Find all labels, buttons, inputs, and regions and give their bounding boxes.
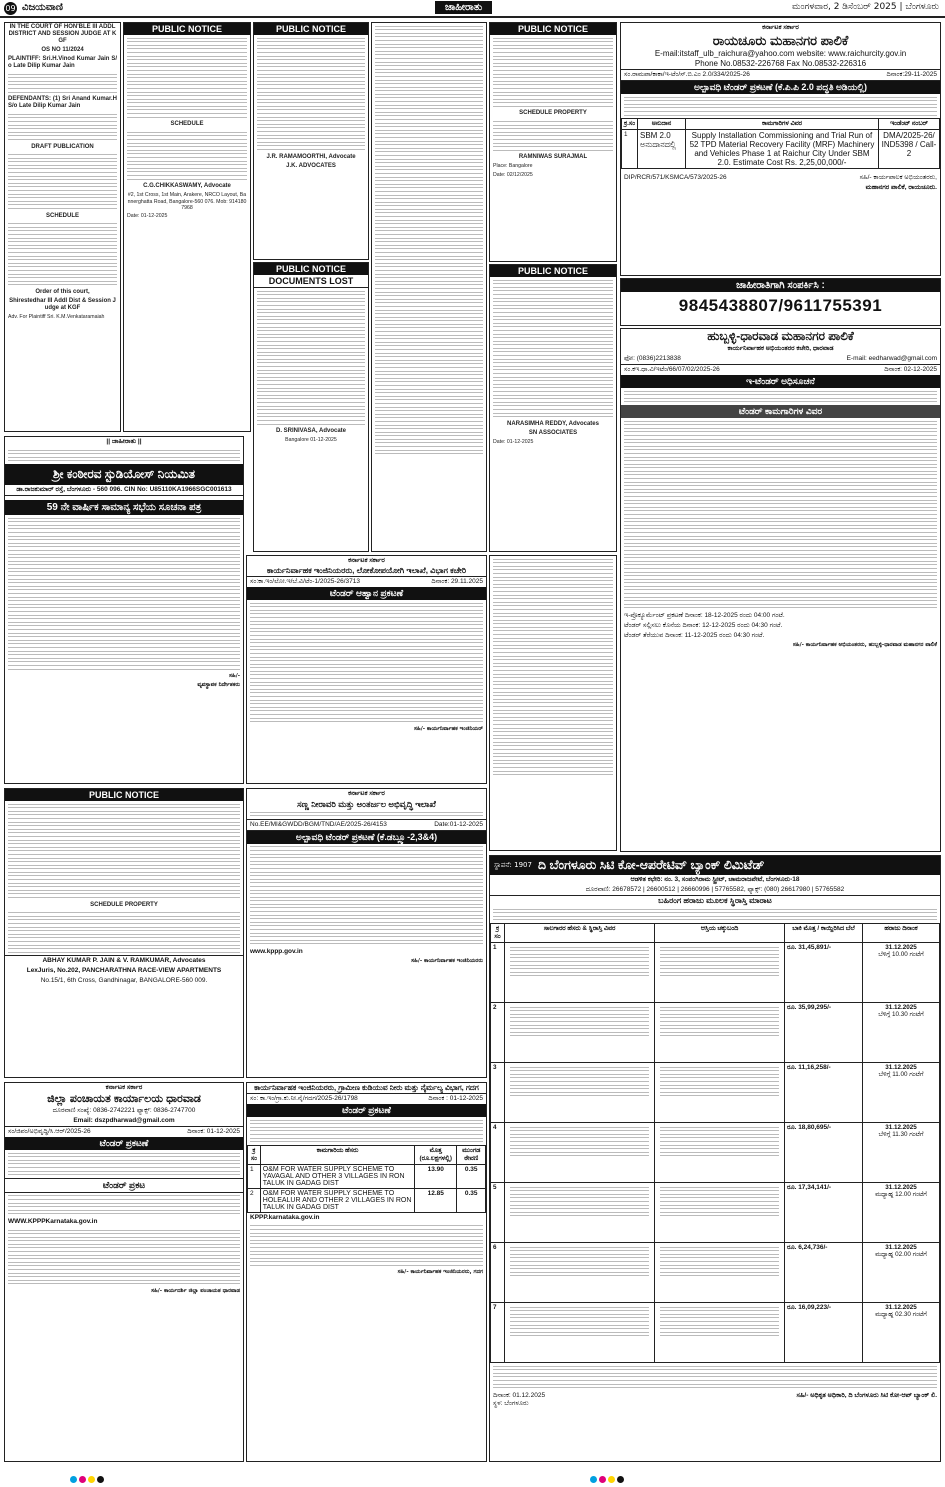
public-notice-3-schedule: SCHEDULE PROPERTY [519, 110, 587, 117]
bank-th-sl: ಕ್ರ ಸಂ [491, 923, 505, 942]
public-notice-3-schedule-body [490, 121, 616, 151]
minor-org-sub [247, 812, 486, 817]
bank-row-time: ಮಧ್ಯಾಹ್ನ 02.00 ಗಂಟೆಗೆ [875, 1250, 927, 1258]
table-row [491, 1062, 940, 1122]
public-notice-1-title: PUBLIC NOTICE [124, 23, 250, 35]
bank-name: ದಿ ಬೆಂಗಳೂರು ಸಿಟಿ ಕೋ-ಆಪರೇಟಿವ್ ಬ್ಯಾಂಕ್ ಲಿಮಿಟೆಡ್ [537, 858, 765, 872]
bank-footer [490, 1391, 940, 1409]
zp-body-2 [5, 1195, 243, 1214]
kpwd-ref: ಸಂ:ಕಾ.ಇಂ/ಲೋ.ಇ/ಬೆ.ವಿ/ಟೆಂ-1/2025-26/3713 [250, 578, 361, 585]
raichur-sig-1: ಸಹಿ/- ಕಾರ್ಯಪಾಲಕ ಅಭಿಯಂತರರು, [859, 174, 937, 182]
hubli-sub: ಕಾರ್ಯನಿರ್ವಾಹಕ ಅಭಿಯಂತರರ ಕಚೇರಿ, ಧಾರವಾಡ [727, 345, 834, 352]
rural-body-2 [247, 1225, 486, 1266]
table-row [491, 942, 940, 1002]
rural-row-1-emd: 0.35 [457, 1164, 486, 1188]
bank-row-sl: 6 [491, 1242, 505, 1302]
public-notice-5-firm: LexJuris, No.202, PANCHARATHNA RACE-VIEW APARTMENTS [26, 967, 222, 975]
rural-row-1-sl: 1 [248, 1164, 261, 1188]
court-title: IN THE COURT OF HON'BLE III ADDL DISTRICT AND SESSION JUDGE AT KGF [8, 24, 117, 44]
rural-water-tender [246, 1082, 487, 1462]
hubli-heading: ಇ-ಟೆಂಡರ್ ಅಧಿಸೂಚನೆ [621, 375, 940, 388]
bank-row-auction [863, 1122, 940, 1182]
table-row [491, 1242, 940, 1302]
bank-th-amount: ಬಾಕಿ ಮೊತ್ತ / ಕಾಯ್ದಿರಿಸಿದ ಬೆಲೆ [785, 923, 863, 942]
raichur-gov: ಕರ್ನಾಟಕ ಸರ್ಕಾರ [762, 24, 799, 31]
zp-ref-row [5, 1126, 243, 1137]
bank-row-auction [863, 1062, 940, 1122]
bank-th-date: ಹರಾಜು ದಿನಾಂಕ [863, 923, 940, 942]
court-body-2 [5, 114, 120, 140]
court-advocate: Adv. For Plaintiff Sri. K.M.Venkataramaiah [8, 313, 105, 320]
documents-lost-body [254, 291, 368, 425]
public-notice-1-schedule-body [124, 132, 250, 180]
bank-place: ಸ್ಥಳ: ಬೆಂಗಳೂರು [493, 1399, 529, 1407]
newspaper-logo: ವಿಜಯವಾಣಿ [22, 2, 63, 13]
rural-row-1-amt: 13.90 [415, 1164, 457, 1188]
bank-row-auction [863, 942, 940, 1002]
hubli-intro [621, 391, 940, 403]
bank-table-header [491, 923, 940, 942]
yellow-dot-icon [608, 1476, 615, 1483]
raichur-heading: ಅಲ್ಪಾವಧಿ ಟೆಂಡರ್ ಪ್ರಕಟಣೆ (ಕೆ.ಪಿ.ಪಿ 2.0 ಪದ್ಧತಿ ಅಡಿಯಲ್ಲಿ) [621, 81, 940, 94]
court-draft-heading: DRAFT PUBLICATION [31, 143, 94, 150]
zp-body [5, 1153, 243, 1176]
black-dot-icon [617, 1476, 624, 1483]
agm-sig-1: ಸಹಿ/- [229, 673, 240, 680]
rural-table-header [248, 1145, 486, 1164]
bank-auction-notice [489, 855, 941, 1462]
hubli-date: ದಿನಾಂಕ: 02-12-2025 [884, 366, 937, 373]
court-defendants: DEFENDANTS: (1) Sri Anand Kumar.H S/o Late Dilip Kumar Jain [8, 96, 117, 110]
raichur-date: ದಿನಾಂಕ:29-11-2025 [886, 71, 937, 78]
bank-row-auction [863, 1182, 940, 1242]
minor-body [247, 846, 486, 944]
bank-date: ದಿನಾಂಕ: 01.12.2025 [493, 1391, 546, 1399]
kpwd-ref-row [247, 576, 486, 587]
raichur-email: E-mail:itstaff_ulb_raichura@yahoo.com website: www.raichurcity.gov.in [654, 49, 907, 58]
kannada-notices-column [371, 22, 487, 552]
agm-cin: ಡಾ.ರಾಜಕುಮಾರ್ ರಸ್ತೆ, ಬೆಂಗಳೂರು - 560 096. CIN No: U85110KA1966SGC001613 [5, 485, 243, 496]
agm-sig-2: ವ್ಯವಸ್ಥಾಪಕ ನಿರ್ದೇಶಕರು [197, 682, 240, 689]
agm-body [5, 518, 243, 670]
kannada-notices-body [372, 26, 486, 455]
rural-th-emd: ಮುಂಗಡ ಠೇವಣಿ [457, 1145, 486, 1164]
rural-website: KPPP.karnataka.gov.in [250, 1213, 320, 1221]
public-notice-5-advocate: ABHAY KUMAR P. JAIN & V. RAMKUMAR, Advocates [5, 955, 243, 966]
hubli-email: E-mail: eedharwad@gmail.com [846, 355, 937, 362]
hubli-sub-heading: ಟೆಂಡರ್ ಕಾಮಗಾರಿಗಳ ವಿವರ [621, 405, 940, 418]
public-notice-5-schedule-body [5, 912, 243, 953]
bank-row-sl: 2 [491, 1002, 505, 1062]
ads-contact-box [620, 278, 941, 326]
rural-ref: ಸಂ: ಕಾ.ಇಂ/ಗ್ರಾ.ಕು.ನೀ.ನೈ/ಗದಗ/2025-26/1798 [250, 1095, 358, 1102]
page-header [0, 0, 945, 18]
documents-lost-advocate: D. SRINIVASA, Advocate [275, 428, 346, 435]
rural-signature: ಸಹಿ/- ಕಾರ್ಯನಿರ್ವಾಹಕ ಇಂಜಿನಿಯರರು, ಗದಗ [397, 1269, 483, 1276]
black-dot-icon [97, 1476, 104, 1483]
rural-row-2-sl: 2 [248, 1188, 261, 1212]
agm-company: ಶ್ರೀ ಕಂಠೀರವ ಸ್ಟುಡಿಯೋಸ್ ನಿಯಮಿತ [5, 464, 243, 485]
public-notice-2-firm: J.K. ADVOCATES [286, 162, 336, 169]
documents-lost-pn-title: PUBLIC NOTICE [254, 263, 368, 275]
raichur-tender-notice [620, 22, 941, 276]
zp-gov: ಕರ್ನಾಟಕ ಸರ್ಕಾರ [105, 1084, 143, 1091]
raichur-phone: Phone No.08532-226768 Fax No.08532-226316 [621, 59, 940, 70]
raichur-ref-row [621, 70, 940, 81]
bank-row-date: 31.12.2025 [885, 1063, 917, 1071]
minor-date: Date:01-12-2025 [434, 820, 483, 828]
bank-row-boundary [655, 1122, 785, 1182]
zp-org: ಜಿಲ್ಲಾ ಪಂಚಾಯತ ಕಾರ್ಯಾಲಯ ಧಾರವಾಡ [47, 1093, 201, 1105]
public-notice-1-body [124, 38, 250, 118]
rural-row-2-emd: 0.35 [457, 1188, 486, 1212]
bank-row-borrower [505, 1242, 655, 1302]
raichur-row-sl: 1 [622, 130, 638, 169]
rural-th-amt: ಮೊತ್ತ (ರೂ.ಲಕ್ಷಗಳಲ್ಲಿ) [415, 1145, 457, 1164]
bank-row-borrower [505, 1002, 655, 1062]
bank-row-time: ಬೆಳಿಗ್ಗೆ 11.00 ಗಂಟೆಗೆ [878, 1070, 924, 1078]
zp-dharwad-tender [4, 1082, 244, 1462]
public-notice-1-advocate: C.G.CHIKKASWAMY, Advocate [143, 183, 231, 190]
bank-row-borrower [505, 1302, 655, 1362]
table-row [248, 1188, 486, 1212]
hubli-date-3: ಟೆಂಡರ್ ತೆರೆಯುವ ದಿನಾಂಕ: 11-12-2025 ರಂದು 04:30 ಗಂಟೆ. [624, 632, 765, 640]
bank-row-boundary [655, 942, 785, 1002]
cyan-dot-icon [70, 1476, 77, 1483]
public-notice-1-address: #2, 1st Cross, 1st Main, Arakere, NRCO Layout, Bannerghatta Road, Bangalore-560 076. Mob: 9141807968 [127, 192, 247, 211]
bank-heading: ಬಹಿರಂಗ ಹರಾಜು ಮೂಲಕ ಸ್ಥಿರಾಸ್ತಿ ಮಾರಾಟ [658, 896, 772, 905]
bank-row-date: 31.12.2025 [885, 1243, 917, 1251]
rural-th-sl: ಕ್ರ ಸಂ [248, 1145, 261, 1164]
minor-ref-row [247, 819, 486, 831]
minor-irrigation-tender [246, 788, 487, 1078]
zp-phone: ದೂರವಾಣಿ ಸಂಖ್ಯೆ: 0836-2742221 ಫ್ಯಾಕ್ಸ್: 0836-2747700 [52, 1107, 196, 1114]
minor-ref: No.EE/MI&GWDD/BGM/TND/AE/2025-26/4153 [250, 820, 387, 828]
court-schedule-heading: SCHEDULE [45, 212, 79, 219]
zp-date: ದಿನಾಂಕ: 01-12-2025 [187, 1128, 240, 1135]
court-body-1 [5, 74, 120, 93]
bank-th-boundary: ಆಸ್ತಿಯ ಚಕ್ಕುಬಂದಿ [655, 923, 785, 942]
documents-lost-date: Bangalore 01-12-2025 [285, 437, 337, 444]
bank-banner [490, 856, 940, 875]
rural-th-name: ಕಾಮಗಾರಿಯ ಹೆಸರು [260, 1145, 414, 1164]
bank-row-time: ಬೆಳಿಗ್ಗೆ 10.00 ಗಂಟೆಗೆ [878, 950, 924, 958]
hubli-contact [621, 354, 940, 365]
bank-row-amount: ರೂ. 11,16,258/- [785, 1062, 863, 1122]
raichur-table [621, 118, 940, 169]
bank-intro [490, 909, 940, 921]
bank-terms [490, 1366, 940, 1389]
kannada-notice-lower [489, 555, 617, 851]
bank-row-amount: ರೂ. 6,24,736/- [785, 1242, 863, 1302]
bank-row-date: 31.12.2025 [885, 1123, 917, 1131]
raichur-th-scheme: ಅನುದಾನ [637, 119, 685, 130]
kpwd-gov: ಕರ್ನಾಟಕ ಸರ್ಕಾರ [348, 557, 385, 564]
hubli-phone: ಫೋ: (0836)2213838 [624, 355, 681, 362]
court-os-number: OS NO 11/2024 [41, 47, 84, 53]
public-notice-5-title: PUBLIC NOTICE [5, 789, 243, 801]
court-plaintiff: PLAINTIFF: Sri.H.Vinod Kumar Jain S/o Late Dilip Kumar Jain [8, 56, 117, 69]
raichur-th-no: ಇಂಡೆಂಟ್ ನಂಬರ್ [878, 119, 939, 130]
raichur-row-scheme: SBM 2.0 ಅನುದಾನದಲ್ಲಿ [637, 130, 685, 169]
public-notice-4-body [490, 280, 616, 418]
table-row [491, 1182, 940, 1242]
public-notice-5-address: No.15/1, 6th Cross, Gandhinagar, BANGALORE-560 009. [40, 977, 208, 985]
public-notice-5 [4, 788, 244, 1078]
raichur-body [621, 97, 940, 116]
rural-row-2-amt: 12.85 [415, 1188, 457, 1212]
public-notice-3-title: PUBLIC NOTICE [490, 23, 616, 35]
public-notice-4-title: PUBLIC NOTICE [490, 265, 616, 277]
public-notice-2 [253, 22, 369, 260]
agm-heading: 59 ನೇ ವಾರ್ಷಿಕ ಸಾಮಾನ್ಯ ಸಭೆಯ ಸೂಚನಾ ಪತ್ರ [5, 500, 243, 515]
court-order: Order of this court, [35, 288, 90, 295]
public-notice-4-firm: SN ASSOCIATES [528, 429, 578, 436]
rural-row-1-name: O&M FOR WATER SUPPLY SCHEME TO YAVAGAL AND OTHER 3 VILLAGES IN RON TALUK IN GADAG DIST [260, 1164, 414, 1188]
kpwd-org: ಕಾರ್ಯನಿರ್ವಾಹಕ ಇಂಜಿನಿಯರರು, ಲೋಕೋಪಯೋಗಿ ಇಲಾಖೆ, ವಿಭಾಗ ಕಚೇರಿ [266, 566, 467, 575]
zp-signature: ಸಹಿ/- ಕಾರ್ಯದರ್ಶಿ ಜಿಲ್ಲಾ ಪಂಚಾಯತ ಧಾರವಾಡ [151, 1288, 240, 1294]
minor-heading: ಅಲ್ಪಾವಧಿ ಟೆಂಡರ್ ಪ್ರಕಟಣೆ (ಕೆ.ಡಬ್ಲ್ಯೂ-2,3&4) [247, 831, 486, 844]
public-notice-5-body [5, 804, 243, 898]
rural-heading: ಟೆಂಡರ್ ಪ್ರಕಟಣೆ [247, 1104, 486, 1117]
bank-row-auction [863, 1242, 940, 1302]
bank-row-borrower [505, 942, 655, 1002]
hubli-date-1: ಇ-ಪ್ರೊಕ್ಯೂರ್ಮೆಂಟ್ ಪ್ರಕಟಣೆ ದಿನಾಂಕ: 18-12-2025 ರಂದು 04:00 ಗಂಟೆ. [624, 612, 785, 620]
bank-row-time: ಮಧ್ಯಾಹ್ನ 02.30 ಗಂಟೆಗೆ [875, 1310, 927, 1318]
bank-row-auction [863, 1302, 940, 1362]
hubli-signature: ಸಹಿ/- ಕಾರ್ಯನಿರ್ವಾಹಕ ಅಭಿಯಂತರರು, ಹುಬ್ಬಳ್ಳಿ-ಧಾರವಾಡ ಮಹಾನಗರ ಪಾಲಿಕೆ [792, 642, 937, 649]
minor-gov: ಕರ್ನಾಟಕ ಸರ್ಕಾರ [348, 790, 385, 797]
kpwd-signature: ಸಹಿ/- ಕಾರ್ಯನಿರ್ವಾಹಕ ಇಂಜಿನಿಯರ್ [414, 725, 483, 732]
bank-row-date: 31.12.2025 [885, 943, 917, 951]
rural-ref-row [247, 1093, 486, 1104]
hubli-org: ಹುಬ್ಬಳ್ಳಿ-ಧಾರವಾಡ ಮಹಾನಗರ ಪಾಲಿಕೆ [707, 329, 854, 343]
bank-row-amount: ರೂ. 31,45,891/- [785, 942, 863, 1002]
raichur-sig-2: ಮಹಾನಗರ ಪಾಲಿಕೆ, ರಾಯಚೂರು. [865, 184, 937, 192]
public-notice-3-advocate: RAMNIWAS SURAJMAL [518, 154, 588, 161]
ads-contact-phone: 9845438807/9611755391 [678, 296, 883, 315]
public-notice-1 [123, 22, 251, 432]
bank-table [490, 923, 940, 1363]
bank-row-sl: 4 [491, 1122, 505, 1182]
public-notice-5-schedule: SCHEDULE PROPERTY [90, 901, 158, 908]
bank-row-date: 31.12.2025 [885, 1183, 917, 1191]
bank-phone: ದೂರವಾಣಿ: 26678572 | 26600512 | 26660996 | 57765582, ಫ್ಯಾಕ್ಸ್: (080) 26617980 | 57765582 [490, 885, 940, 896]
minor-org: ಸಣ್ಣ ನೀರಾವರಿ ಮತ್ತು ಅಂತರ್ಜಲ ಅಭಿವೃದ್ಧಿ ಇಲಾಖೆ [297, 799, 436, 809]
agm-notice [4, 436, 244, 784]
court-signature: Shirestedhar III Addl Dist & Session Judge at KGF [9, 297, 116, 311]
hubli-ref: ಸಂ.ಕಇ.ಧಾ.ವಿ/ಇಟೆಂ/66/07/02/2025-26 [624, 366, 720, 373]
public-notice-3-place: Place: Bangalore [493, 163, 533, 170]
bank-row-time: ಬೆಳಿಗ್ಗೆ 11.30 ಗಂಟೆಗೆ [878, 1130, 924, 1138]
bank-signature: ಸಹಿ/- ಅಧಿಕೃತ ಅಧಿಕಾರಿ, ದಿ ಬೆಂಗಳೂರು ಸಿಟಿ ಕೋ-ಆಪ್ ಬ್ಯಾಂಕ್ ಲಿ. [796, 1391, 937, 1399]
bank-row-amount: ರೂ. 16,09,223/- [785, 1302, 863, 1362]
raichur-org: ರಾಯಚೂರು ಮಹಾನಗರ ಪಾಲಿಕೆ [712, 33, 849, 48]
zp-sub-heading: ಟೆಂಡರ್ ಪ್ರಕಟ [5, 1178, 243, 1193]
raichur-dip: DIP/RCR/571/KSMCA/573/2025-26 [624, 174, 727, 182]
cyan-dot-icon [590, 1476, 597, 1483]
bank-row-amount: ರೂ. 18,80,695/- [785, 1122, 863, 1182]
bank-row-boundary [655, 1182, 785, 1242]
kannada-notice-lower-body [490, 559, 616, 776]
rural-row-2-name: O&M FOR WATER SUPPLY SCHEME TO HOLEALUR AND OTHER 2 VILLAGES IN RON TALUK IN GADAG DIST [260, 1188, 414, 1212]
public-notice-4-advocate: NARASIMHA REDDY, Advocates [507, 420, 599, 427]
bank-row-sl: 1 [491, 942, 505, 1002]
hubli-works-list [621, 421, 940, 609]
magenta-dot-icon [599, 1476, 606, 1483]
public-notice-2-title: PUBLIC NOTICE [254, 23, 368, 35]
bank-row-time: ಬೆಳಿಗ್ಗೆ 10.30 ಗಂಟೆಗೆ [878, 1010, 924, 1018]
zp-heading: ಟೆಂಡರ್ ಪ್ರಕಟಣೆ [5, 1137, 243, 1150]
table-row [491, 1122, 940, 1182]
raichur-ref: ಸಂ.ರಾಮಪಾ/ಕಾಕಾ/ಇ-ಟೆಂ/ಸ್.ಬಿ.ಎಂ 2.0/334/2025-26 [624, 71, 750, 78]
bank-row-sl: 3 [491, 1062, 505, 1122]
agm-intro [5, 450, 243, 462]
public-notice-1-date: Date: 01-12-2025 [127, 213, 168, 220]
bank-row-time: ಮಧ್ಯಾಹ್ನ 12.00 ಗಂಟೆಗೆ [875, 1190, 927, 1198]
rural-table [247, 1145, 486, 1213]
bank-row-sl: 7 [491, 1302, 505, 1362]
yellow-dot-icon [88, 1476, 95, 1483]
public-notice-4 [489, 264, 617, 552]
hubli-date-2: ಟೆಂಡರ್ ಸಲ್ಲಿಸಲು ಕೊನೆಯ ದಿನಾಂಕ: 12-12-2025 ರಂದು 04:30 ಗಂಟೆ. [624, 622, 783, 630]
bank-established: ಸ್ಥಾಪನೆ: 1907 [494, 861, 532, 869]
section-title: ಜಾಹೀರಾತು [435, 1, 492, 14]
raichur-row-number: DMA/2025-26/ IND5398 / Call-2 [878, 130, 939, 169]
bank-row-amount: ರೂ. 17,34,141/- [785, 1182, 863, 1242]
court-notice [4, 22, 121, 432]
public-notice-3-body [490, 38, 616, 107]
raichur-table-header [622, 119, 940, 130]
edition-date: ಮಂಗಳವಾರ, 2 ಡಿಸೆಂಬರ್ 2025 | ಬೆಂಗಳೂರು [791, 2, 939, 12]
hubli-tender-notice [620, 328, 941, 852]
kpwd-date: ದಿನಾಂಕ: 29.11.2025 [431, 578, 483, 585]
agm-notice-label: || ಜಾಹೀರಾತು || [106, 438, 142, 445]
minor-signature: ಸಹಿ/- ಕಾರ್ಯನಿರ್ವಾಹಕ ಇಂಜಿನಿಯರರು [411, 958, 483, 964]
kpwd-body [247, 603, 486, 723]
documents-lost-title: DOCUMENTS LOST [254, 275, 368, 288]
raichur-row-desc: Supply Installation Commissioning and Trial Run of 52 TPD Material Recovery Facility (MRF) Machinery and Vehicles Phase 1 at Raichur City Under SBM 2.0. Estimate Cost Rs. 2,25,00,000/- [685, 130, 878, 169]
bank-row-borrower [505, 1062, 655, 1122]
court-body-4 [5, 223, 120, 285]
bank-row-date: 31.12.2025 [885, 1303, 917, 1311]
rural-body [247, 1120, 486, 1143]
zp-email: Email: dszpdharwad@gmail.com [73, 1117, 175, 1124]
rural-date: ದಿನಾಂಕ : 01-12-2025 [428, 1095, 483, 1102]
raichur-footer [621, 173, 940, 183]
zp-website: WWW.KPPPKarnataka.gov.in [8, 1217, 98, 1225]
public-notice-3 [489, 22, 617, 262]
bank-row-boundary [655, 1062, 785, 1122]
page-number: 09 [5, 4, 16, 13]
bank-row-boundary [655, 1302, 785, 1362]
raichur-th-sl: ಕ್ರ.ಸಂ [622, 119, 638, 130]
bank-row-auction [863, 1002, 940, 1062]
bank-address: ಆಡಳಿತ ಕಛೇರಿ: ನಂ. 3, ಸಂಪಂಗಿರಾಮ ಸ್ಟ್ರೀಟ್, ಚಾಮರಾಜಪೇಟೆ, ಬೆಂಗಳೂರು-18 [630, 876, 800, 883]
raichur-th-desc: ಕಾಮಗಾರಿಗಳ ವಿವರ [685, 119, 878, 130]
public-notice-4-date: Date: 01-12-2025 [493, 438, 534, 445]
zp-ref: ಸಂ/ಜಿಪಂ/ಅಭಿವೃದ್ಧಿ/ಸಿ.ಆರ್/2025-26 [8, 1128, 91, 1135]
public-notice-2-body [254, 38, 368, 150]
bank-row-borrower [505, 1182, 655, 1242]
kpwd-heading: ಟೆಂಡರ್ ಆಹ್ವಾನ ಪ್ರಕಟಣೆ [247, 587, 486, 600]
zp-body-3 [5, 1230, 243, 1285]
table-row [491, 1302, 940, 1362]
bank-row-amount: ರೂ. 35,99,295/- [785, 1002, 863, 1062]
bank-row-sl: 5 [491, 1182, 505, 1242]
table-row [491, 1002, 940, 1062]
bank-row-date: 31.12.2025 [885, 1003, 917, 1011]
rural-org: ಕಾರ್ಯನಿರ್ವಾಹಕ ಇಂಜಿನಿಯರರು, ಗ್ರಾಮೀಣ ಕುಡಿಯುವ ನೀರು ಮತ್ತು ನೈರ್ಮಲ್ಯ ವಿಭಾಗ, ಗದಗ [254, 1083, 479, 1092]
bank-row-borrower [505, 1122, 655, 1182]
public-notice-1-schedule: SCHEDULE [170, 121, 204, 128]
public-notice-2-advocate: J.R. RAMAMOORTHI, Advocate [266, 153, 356, 160]
ads-contact-title: ಜಾಹೀರಾತಿಗಾಗಿ ಸಂಪರ್ಕಿಸಿ : [621, 279, 940, 292]
minor-website: www.kppp.gov.in [250, 948, 303, 955]
magenta-dot-icon [79, 1476, 86, 1483]
table-row [248, 1164, 486, 1188]
table-row [622, 130, 940, 169]
bank-th-borrower: ಸಾಲಗಾರರ ಹೆಸರು & ಸ್ಥಿರಾಸ್ತಿ ವಿವರ [505, 923, 655, 942]
bank-row-boundary [655, 1002, 785, 1062]
kpwd-tender-notice [246, 555, 487, 784]
court-body-3 [5, 154, 120, 209]
bank-row-boundary [655, 1242, 785, 1302]
public-notice-3-date: Date: 02/12/2025 [493, 171, 533, 178]
documents-lost-notice [253, 262, 369, 552]
hubli-ref-row [621, 365, 940, 375]
